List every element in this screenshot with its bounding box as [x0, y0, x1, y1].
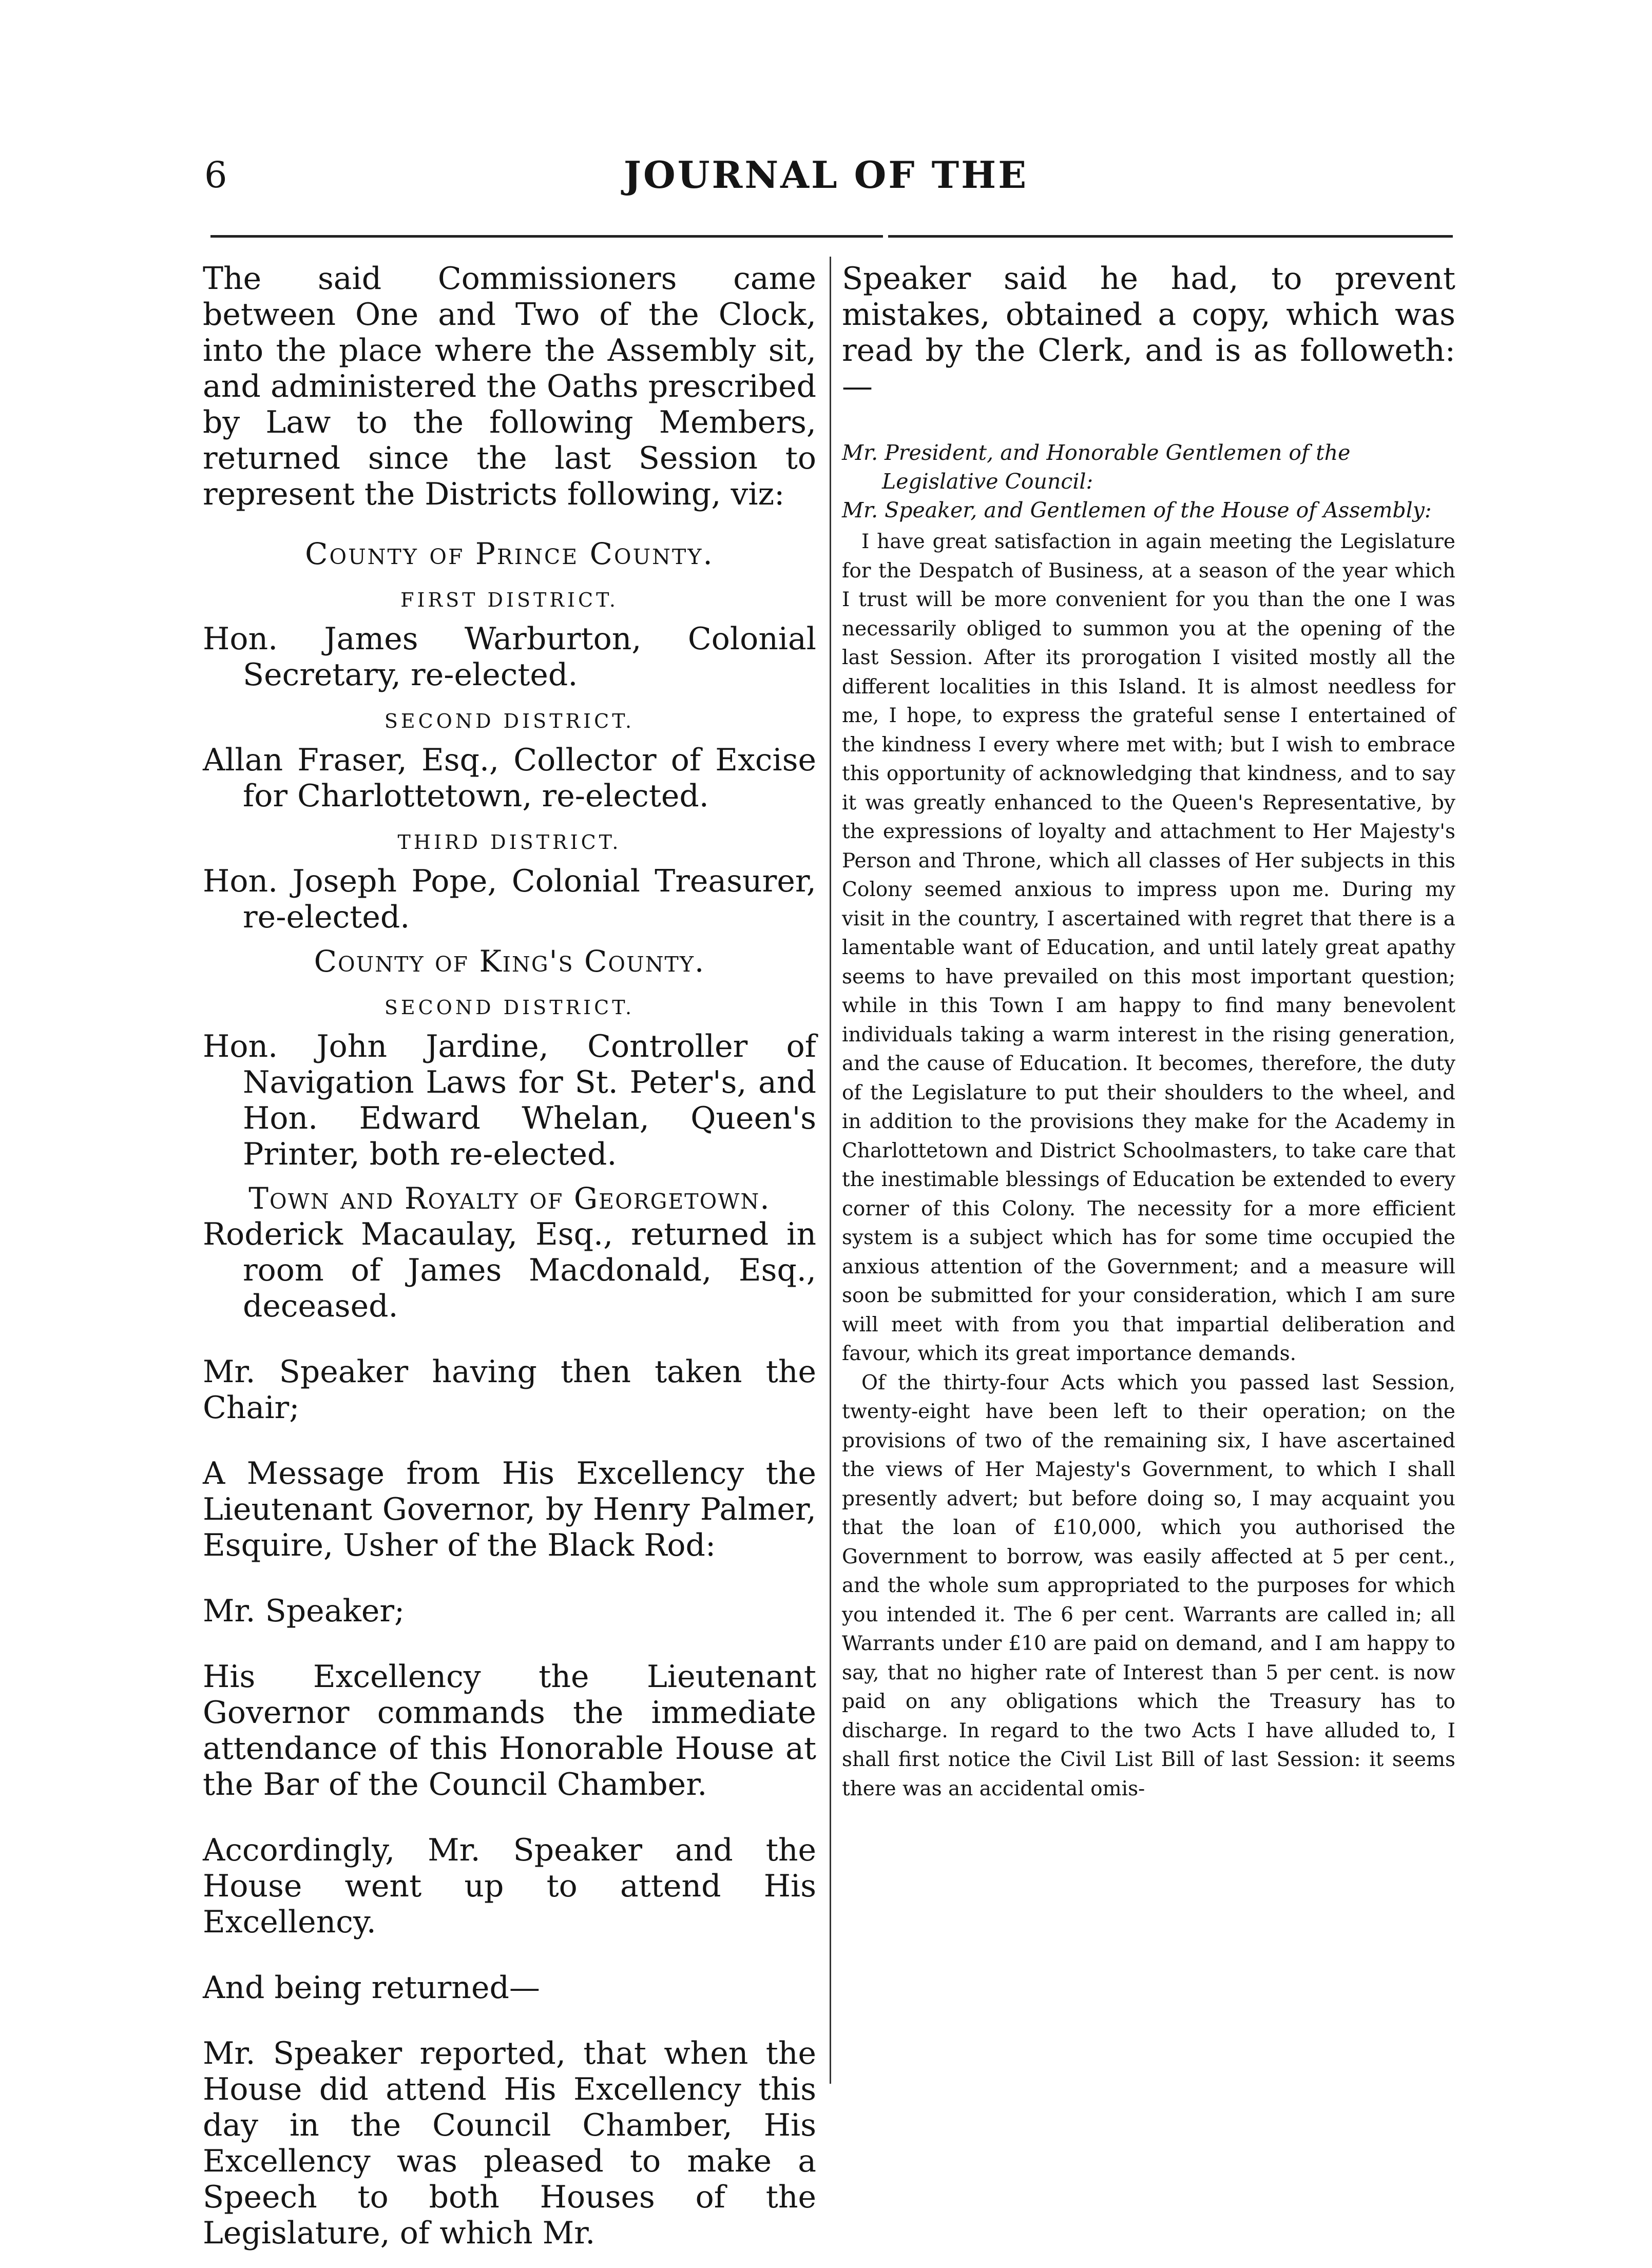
message-paragraph: A Message from His Excellency the Lieutenant Governor, by Henry Palmer, Esquire, Usher of the Black Rod:: [203, 1456, 816, 1563]
salutation-assembly: Mr. Speaker, and Gentlemen of the House of Assembly:: [842, 498, 1432, 522]
district-heading-third: THIRD DISTRICT.: [397, 831, 622, 854]
running-title: JOURNAL OF THE: [623, 153, 1029, 197]
left-column: [203, 261, 816, 2251]
mr-speaker-address: Mr. Speaker;: [203, 1593, 405, 1629]
county-heading-kings: County of King's County.: [314, 944, 705, 979]
returned-paragraph: And being returned—: [203, 1970, 540, 2006]
commissioners-paragraph: The said Commissioners came between One and Two of the Clock, into the place where the Assembly sit, and administered the Oaths prescribed by Law to the following Members, returned since the last Session to represent the Districts following, viz:: [203, 261, 816, 512]
member-entry-pope: Hon. Joseph Pope, Colonial Treasurer, re-elected.: [203, 863, 816, 935]
district-heading-second-kings: SECOND DISTRICT.: [384, 996, 635, 1019]
salutation-council: Mr. President, and Honorable Gentlemen of the Legislative Council:: [842, 440, 1351, 494]
commands-paragraph: His Excellency the Lieutenant Governor commands the immediate attendance of this Honorable House at the Bar of the Council Chamber.: [203, 1659, 816, 1802]
member-entry-jardine-whelan: Hon. John Jardine, Controller of Navigation Laws for St. Peter's, and Hon. Edward Whelan, Queen's Printer, both re-elected.: [203, 1029, 816, 1172]
speech-paragraph-2: Of the thirty-four Acts which you passed last Session, twenty-eight have been left to their operation; on the provisions of two of the remaining six, I have ascertained the views of Her Majesty's Government, to which I shall presently advert; but before doing so, I may acquaint you that the loan of £10,000, which you authorised the Government to borrow, was easily affected at 5 per cent., and the whole sum appropriated to the purposes for which you intended it. The 6 per cent. Warrants are called in; all Warrants under £10 are paid on demand, and I am happy to say, that no higher rate of Interest than 5 per cent. is now paid on any obligations which the Treasury has to discharge. In regard to the two Acts I have alluded to, I shall first notice the Civil List Bill of last Session: it seems there was an accidental omis-: [842, 1371, 1455, 1800]
accordingly-paragraph: Accordingly, Mr. Speaker and the House went up to attend His Excellency.: [203, 1832, 816, 1940]
member-entry-fraser: Allan Fraser, Esq., Collector of Excise for Charlottetown, re-elected.: [203, 742, 816, 814]
header-rule-left: [210, 235, 883, 238]
reported-paragraph: Mr. Speaker reported, that when the House did attend His Excellency this day in the Council Chamber, His Excellency was pleased to make a Speech to both Houses of the Legislature, of which Mr.: [203, 2036, 816, 2251]
member-entry-macaulay: Roderick Macaulay, Esq., returned in room of James Macdonald, Esq., deceased.: [203, 1216, 816, 1324]
county-heading-prince: County of Prince County.: [305, 536, 714, 571]
chair-paragraph: Mr. Speaker having then taken the Chair;: [203, 1354, 816, 1426]
speaker-copy-paragraph: Speaker said he had, to prevent mistakes, obtained a copy, which was read by the Clerk, and is as followeth:—: [842, 261, 1455, 404]
page-number: 6: [204, 154, 228, 196]
speech-paragraph-1: I have great satisfaction in again meeting the Legislature for the Despatch of Business, at a season of the year which I trust will be more convenient for you than the one I was necessarily obliged to summon you at the opening of the last Session. After its prorogation I visited mostly all the different localities in this Island. It is almost needless for me, I hope, to express the grateful sense I entertained of the kindness I every where met with; but I wish to embrace this opportunity of acknowledging that kindness, and to say it was greatly enhanced to the Queen's Representative, by the expressions of loyalty and attachment to Her Majesty's Person and Throne, which all classes of Her subjects in this Colony seemed anxious to impress upon me. During my visit in the country, I ascertained with regret that there is a lamentable want of Education, and until lately great apathy seems to have prevailed on this most important question; while in this Town I am happy to find many benevolent individuals taking a warm interest in the rising generation, and the cause of Education. It becomes, therefore, the duty of the Legislature to put their shoulders to the wheel, and in addition to the provisions they make for the Academy in Charlottetown and District Schoolmasters, to take care that the inestimable blessings of Education be extended to every corner of this Colony. The necessity for a more efficient system is a subject which has for some time occupied the anxious attention of the Government; and a measure will soon be submitted for your consideration, which I am sure will meet with from you that impartial deliberation and favour, which its great importance demands.: [842, 530, 1455, 1365]
district-heading-second: SECOND DISTRICT.: [384, 710, 635, 732]
member-entry-warburton: Hon. James Warburton, Colonial Secretary, re-elected.: [203, 621, 816, 693]
column-divider: [830, 257, 831, 2084]
district-heading-first: FIRST DISTRICT.: [400, 589, 619, 611]
right-column: [842, 261, 1455, 1804]
header-rule-right: [888, 235, 1453, 238]
town-heading-georgetown: Town and Royalty of Georgetown.: [248, 1181, 771, 1216]
